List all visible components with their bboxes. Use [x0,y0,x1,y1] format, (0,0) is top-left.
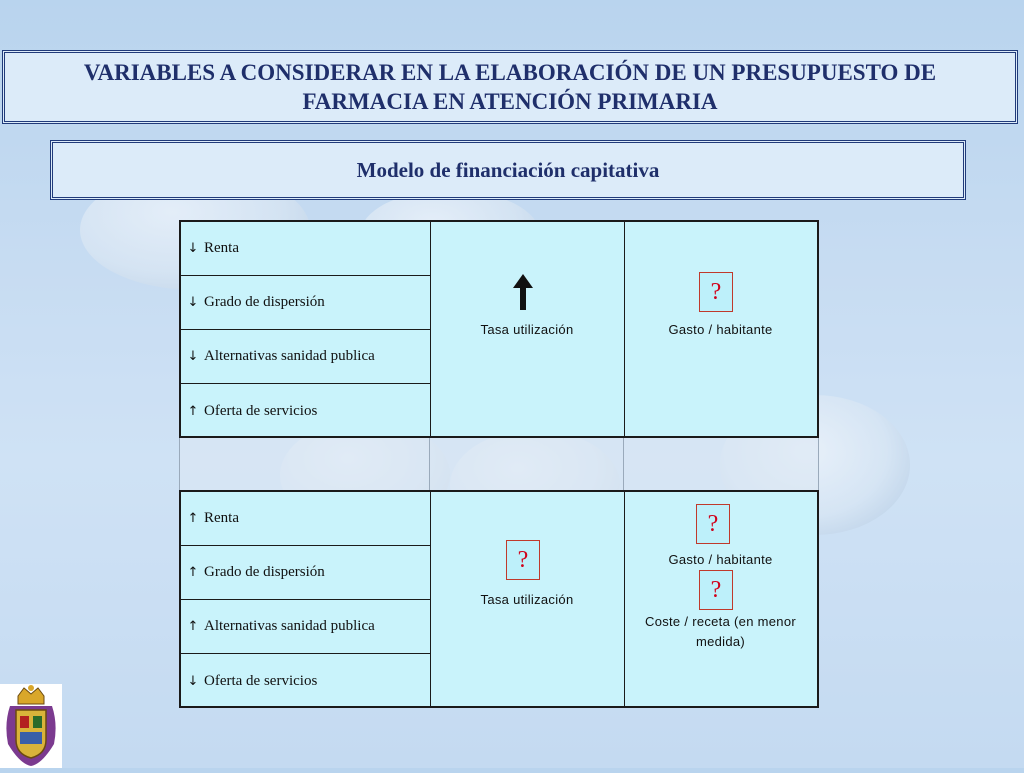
table-row [181,384,430,438]
cost-label: Coste / receta (en menor medida) [645,614,796,649]
utilization-label: Tasa utilización [480,592,574,607]
down-arrow-icon: ↓ [187,349,199,364]
table-row [181,654,430,708]
slide-title: VARIABLES A CONSIDERAR EN LA ELABORACIÓN DE UN PRESUPUESTO DE FARMACIA EN ATENCIÓN PRIMARIA [83,60,937,114]
row-label: Renta [204,510,239,526]
utilization-column [430,492,625,706]
coat-of-arms-icon [0,684,62,768]
down-arrow-icon: ↓ [187,673,199,689]
table-bottom [179,490,819,708]
table-spacer [179,438,819,490]
question-mark-box: ? [696,504,730,544]
down-arrow-icon: ↓ [187,295,199,310]
down-arrow-icon: ↓ [187,241,199,256]
row-label: Alternativas sanidad publica [204,618,375,634]
variables-column [181,492,431,706]
table-row [181,546,430,600]
table-row [181,276,430,330]
slide-subtitle: Modelo de financiación capitativa [356,157,660,182]
row-label: Renta [204,240,239,256]
subtitle-box [50,140,966,200]
row-label: Grado de dispersión [204,564,325,580]
utilization-column [430,222,625,436]
table-row [181,600,430,654]
up-arrow-icon: ↑ [187,403,199,419]
up-arrow-icon: ↑ [187,619,199,634]
spending-label: Gasto / habitante [668,322,773,337]
row-label: Oferta de servicios [204,402,318,419]
title-box [2,50,1018,124]
up-arrow-icon: ↑ [187,511,199,526]
spending-column [624,222,817,436]
question-mark-box: ? [699,570,733,610]
variables-column [181,222,431,436]
table-row [181,222,430,276]
bold-up-arrow-icon [512,274,534,310]
question-mark-box: ? [699,272,733,312]
table-row [181,330,430,384]
up-arrow-icon: ↑ [187,565,199,580]
spending-label: Gasto / habitante [668,552,773,567]
utilization-label: Tasa utilización [480,322,574,337]
table-row [181,492,430,546]
row-label: Grado de dispersión [204,294,325,310]
coat-of-arms-logo [0,684,62,768]
table-top [179,220,819,438]
question-mark-box: ? [506,540,540,580]
spending-column [624,492,817,706]
row-label: Alternativas sanidad publica [204,348,375,364]
row-label: Oferta de servicios [204,672,318,689]
